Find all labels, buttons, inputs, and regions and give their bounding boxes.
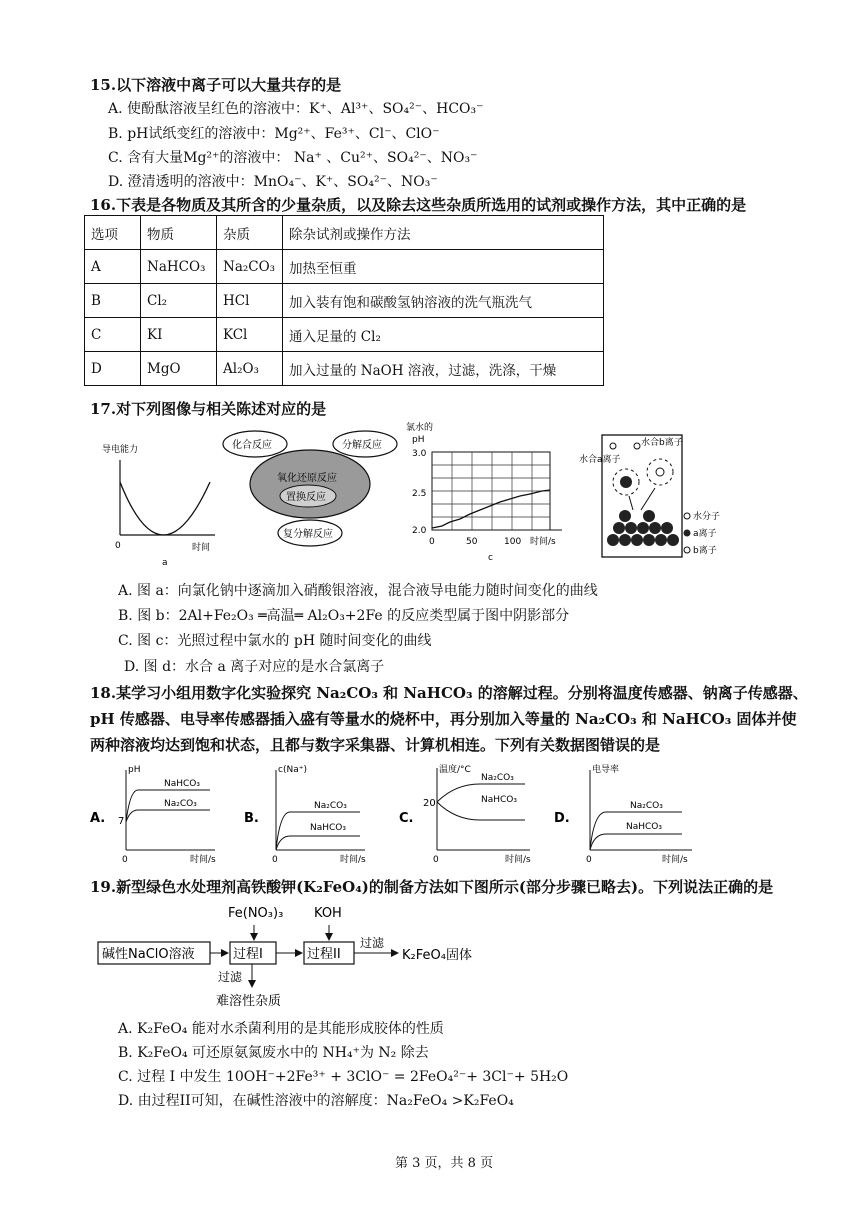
fig-d-hydrated-b-core: [656, 468, 664, 476]
fig-c-xtick-0: 0: [429, 537, 435, 547]
question-16-stem: 16.下表是各物质及其所含的少量杂质，以及除去这些杂质所选用的试剂或操作方法，其中正确的是: [90, 196, 747, 214]
graph-c-ylabel: 温度/°C: [439, 765, 471, 775]
question-19-stem: 19.新型绿色水处理剂高铁酸钾(K₂FeO₄)的制备方法如下图所示(部分步骤已略去)。下列说法正确的是: [90, 878, 774, 896]
table-cell: 加入装有饱和碳酸氢钠溶液的洗气瓶洗气: [283, 284, 604, 318]
graph-d-lower-label: NaHCO₃: [626, 822, 662, 832]
table-cell: 加入过量的 NaOH 溶液，过滤，洗涤，干燥: [283, 352, 604, 386]
fig-d-legend-a: a离子: [693, 529, 717, 539]
q17-option-c: C. 图 c：光照过程中氯水的 pH 随时间变化的曲线: [118, 633, 432, 649]
table-row: [85, 284, 604, 318]
figure-c-chlorine-water-ph: [400, 420, 570, 570]
table-cell: KI: [141, 318, 217, 352]
q19-option-a: A. K₂FeO₄ 能对水杀菌利用的是其能形成胶体的性质: [118, 1021, 444, 1037]
graph-a-ylabel: pH: [128, 765, 141, 775]
fig-a-xlabel: 时间: [192, 543, 211, 553]
q18-graph-d: [552, 762, 702, 867]
fig-b-label-decomposition: 分解反应: [342, 440, 382, 451]
graph-b-upper-label: Na₂CO₃: [314, 801, 347, 811]
table-cell: 通入足量的 Cl₂: [283, 318, 604, 352]
flow-step2-label: 过程II: [307, 947, 341, 962]
table-row: [85, 318, 604, 352]
fig-c-caption: c: [488, 553, 493, 563]
graph-d-origin: 0: [586, 855, 592, 865]
graph-d-lower-curve: [590, 834, 682, 850]
question-17-stem: 17.对下列图像与相关陈述对应的是: [90, 400, 327, 418]
q17-option-a: A. 图 a：向氯化钠中逐滴加入硝酸银溶液，混合液导电能力随时间变化的曲线: [118, 583, 598, 599]
q18-graph-b: [240, 762, 380, 867]
question-15-stem: 15.以下溶液中离子可以大量共存的是: [90, 76, 342, 94]
question-18-stem-line-2: pH 传感器、电导率传感器插入盛有等量水的烧杯中，再分别加入等量的 Na₂CO₃ 和 NaHCO₃ 固体并使: [90, 710, 797, 728]
graph-d-xlabel: 时间/s: [662, 855, 688, 865]
figure-d-hydrated-ions: [575, 430, 725, 570]
table-cell: Na₂CO₃: [217, 250, 283, 284]
table-cell: Cl₂: [141, 284, 217, 318]
impurity-table: [84, 215, 604, 386]
fig-c-ytick-2-5: 2.5: [412, 489, 427, 499]
fig-b-redox-ellipse: [250, 450, 370, 518]
fig-b-label-double-displacement: 复分解反应: [283, 529, 333, 540]
flow-reagent1: Fe(NO₃)₃: [228, 906, 284, 921]
q15-option-b: B. pH试纸变红的溶液中：Mg²⁺、Fe³⁺、Cl⁻、ClO⁻: [108, 126, 440, 142]
flow-start-label: 碱性NaClO溶液: [102, 947, 195, 962]
page-footer: 第 3 页，共 8 页: [395, 1156, 494, 1171]
flow-reagent2: KOH: [314, 906, 342, 921]
fig-c-ylabel: pH: [412, 435, 425, 445]
fig-b-label-redox: 氧化还原反应: [277, 473, 337, 484]
q15-option-c: C. 含有大量Mg²⁺的溶液中： Na⁺ 、Cu²⁺、SO₄²⁻、NO₃⁻: [108, 150, 478, 166]
flow-byproduct: 难溶性杂质: [216, 994, 282, 1009]
fig-d-legend-b-marker: [684, 547, 690, 553]
q18-graph-c: [395, 758, 545, 867]
figure-b-reaction-types: [220, 426, 400, 566]
graph-d-letter: D.: [554, 811, 570, 826]
fig-a-caption: a: [162, 558, 168, 568]
fig-d-legend-a-marker: [684, 530, 691, 537]
q15-option-d: D. 澄清透明的溶液中：MnO₄⁻、K⁺、SO₄²⁻、NO₃⁻: [108, 174, 438, 190]
graph-b-lower-label: NaHCO₃: [310, 823, 346, 833]
table-header-cell: 杂质: [217, 216, 283, 250]
flow-product: K₂FeO₄固体: [402, 948, 472, 963]
q18-graph-a: [90, 762, 230, 867]
graph-c-xlabel: 时间/s: [505, 855, 531, 865]
q19-option-c: C. 过程 I 中发生 10OH⁻+2Fe³⁺ + 3ClO⁻ = 2FeO₄²⁻+ 3Cl⁻+ 5H₂O: [118, 1069, 569, 1085]
fig-c-xtick-100: 100: [504, 537, 522, 547]
fig-c-ytick-2: 2.0: [412, 526, 427, 536]
fig-d-legend-water-marker: [684, 513, 690, 519]
table-cell: C: [85, 318, 141, 352]
table-cell: Al₂O₃: [217, 352, 283, 386]
table-cell: KCl: [217, 318, 283, 352]
question-18-stem-line-3: 两种溶液均达到饱和状态，且都与数字采集器、计算机相连。下列有关数据图错误的是: [90, 736, 661, 754]
graph-d-ylabel: 电导率: [592, 765, 620, 775]
fig-a-origin: 0: [115, 541, 121, 551]
flow-filter1-label: 过滤: [218, 970, 243, 984]
table-header-cell: 选项: [85, 216, 141, 250]
graph-b-origin: 0: [272, 855, 278, 865]
fig-c-xlabel: 时间/s: [530, 537, 556, 547]
q19-process-flow: [92, 895, 512, 1013]
question-18-stem-line-1: 18.某学习小组用数字化实验探究 Na₂CO₃ 和 NaHCO₃ 的溶解过程。分别将温度传感器、钠离子传感器、: [90, 684, 808, 702]
graph-a-lower-label: Na₂CO₃: [164, 799, 197, 809]
graph-c-ymark: 20: [423, 798, 436, 809]
graph-b-letter: B.: [244, 811, 259, 826]
table-row: [85, 250, 604, 284]
graph-a-origin: 0: [122, 855, 128, 865]
graph-d-upper-label: Na₂CO₃: [630, 801, 663, 811]
figure-a-conductivity: [100, 440, 240, 570]
table-cell: 加热至恒重: [283, 250, 604, 284]
graph-a-lower-curve: [126, 810, 210, 822]
graph-b-lower-curve: [276, 836, 360, 850]
flow-filter2-label: 过滤: [360, 936, 385, 950]
fig-b-label-displacement: 置换反应: [286, 492, 326, 503]
table-cell: D: [85, 352, 141, 386]
flow-step1-label: 过程I: [233, 947, 263, 962]
table-cell: MgO: [141, 352, 217, 386]
table-cell: NaHCO₃: [141, 250, 217, 284]
graph-c-upper-label: Na₂CO₃: [481, 773, 514, 783]
q19-option-b: B. K₂FeO₄ 可还原氨氮废水中的 NH₄⁺为 N₂ 除去: [118, 1045, 429, 1061]
q19-option-d: D. 由过程II可知，在碱性溶液中的溶解度：Na₂FeO₄ >K₂FeO₄: [118, 1093, 514, 1109]
fig-d-legend-water: 水分子: [693, 512, 721, 522]
fig-d-hydrated-a-core: [620, 476, 632, 488]
fig-a-curve: [120, 482, 210, 535]
fig-c-xtick-50: 50: [466, 537, 478, 547]
fig-b-label-combination: 化合反应: [232, 440, 272, 451]
q15-option-a: A. 使酚酞溶液呈红色的溶液中：K⁺、Al³⁺、SO₄²⁻、HCO₃⁻: [108, 101, 484, 117]
q17-option-b: B. 图 b：2Al+Fe₂O₃ ═高温═ Al₂O₃+2Fe 的反应类型属于图中阴影部分: [118, 608, 570, 624]
graph-c-origin: 0: [433, 855, 439, 865]
graph-b-ylabel: c(Na⁺): [278, 765, 307, 775]
q17-option-d: D. 图 d：水合 a 离子对应的是水合氯离子: [124, 659, 385, 675]
table-cell: A: [85, 250, 141, 284]
graph-c-letter: C.: [399, 811, 414, 826]
graph-a-letter: A.: [90, 811, 106, 826]
table-cell: HCl: [217, 284, 283, 318]
fig-c-ytick-3: 3.0: [412, 449, 427, 459]
fig-a-ylabel: 导电能力: [102, 445, 139, 455]
table-header-cell: 除杂试剂或操作方法: [283, 216, 604, 250]
fig-d-label-a: 水合a离子: [579, 455, 621, 465]
fig-c-title: 氯水的: [406, 423, 434, 433]
fig-d-legend-b: b离子: [693, 546, 717, 556]
graph-a-ymark: 7: [118, 816, 125, 827]
table-cell: B: [85, 284, 141, 318]
graph-a-upper-label: NaHCO₃: [164, 779, 200, 789]
fig-d-label-b: 水合b离子: [641, 438, 683, 448]
graph-b-xlabel: 时间/s: [340, 855, 366, 865]
graph-a-xlabel: 时间/s: [190, 855, 216, 865]
table-header-cell: 物质: [141, 216, 217, 250]
table-header-row: [85, 216, 604, 250]
table-row: [85, 352, 604, 386]
graph-c-lower-label: NaHCO₃: [481, 795, 517, 805]
